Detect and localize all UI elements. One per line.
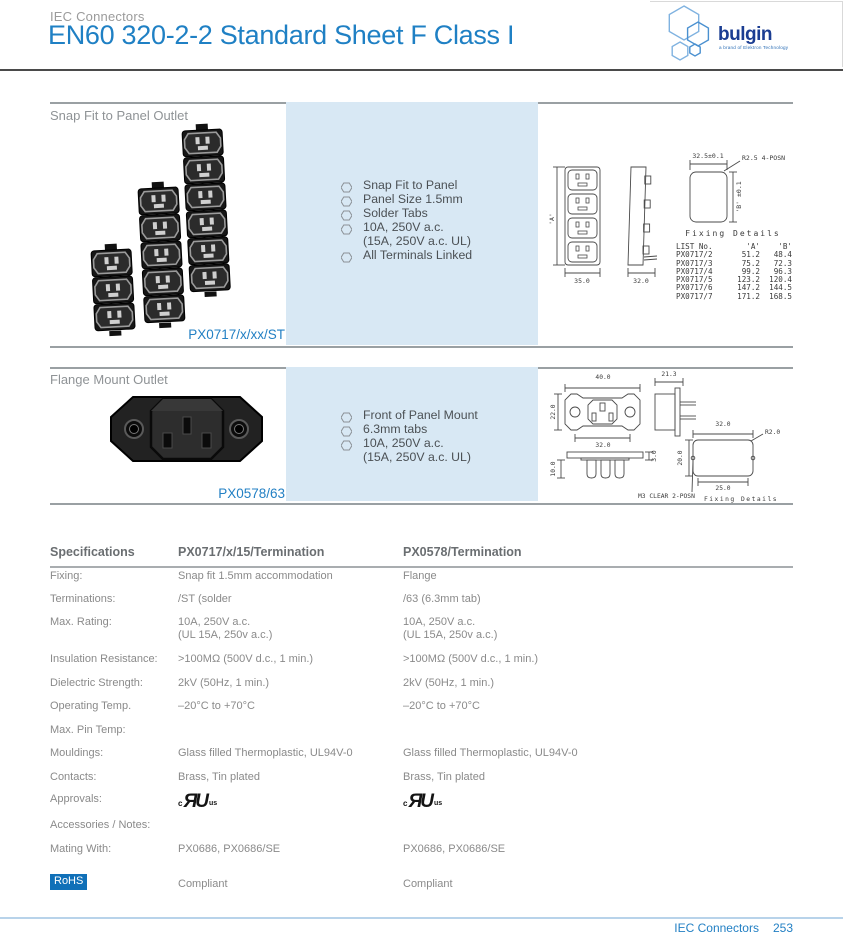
spec-value: –20°C to +70°C bbox=[403, 700, 480, 712]
ul-recognized-mark-icon: c ЯU us bbox=[403, 791, 443, 812]
page-title: EN60 320-2-2 Standard Sheet F Class I bbox=[48, 20, 515, 50]
dim-label-3-0: 3.0 bbox=[651, 450, 658, 462]
table-cell: PX0717/3 bbox=[676, 258, 713, 268]
spec-label: Contacts: bbox=[50, 771, 97, 783]
spec-value: 2kV (50Hz, 1 min.) bbox=[403, 677, 495, 689]
dim-label-fix-32: 32.0 bbox=[715, 421, 731, 428]
section-divider bbox=[50, 503, 793, 505]
hexagon-bullet-icon bbox=[341, 208, 352, 219]
spec-value bbox=[403, 793, 633, 810]
dim-label-A: 'A' bbox=[548, 213, 556, 225]
feature-text: 6.3mm tabs bbox=[363, 422, 428, 436]
dim-label-35: 35.0 bbox=[574, 277, 590, 285]
brand-tagline: a brand of Elektron Technology bbox=[719, 45, 789, 50]
feature-item bbox=[341, 206, 472, 220]
dim-label-25-0: 25.0 bbox=[715, 485, 731, 492]
spec-value bbox=[178, 793, 398, 810]
hexagon-logo-icon bbox=[650, 2, 716, 66]
feature-item bbox=[341, 178, 472, 192]
spec-label: Fixing: bbox=[50, 570, 83, 582]
footer-divider bbox=[0, 917, 843, 919]
feature-item bbox=[341, 248, 472, 262]
feature-item bbox=[341, 192, 472, 206]
table-cell: PX0717/6 bbox=[676, 283, 713, 293]
dim-label-32: 32.0 bbox=[633, 277, 649, 285]
spec-value: Brass, Tin plated bbox=[403, 771, 485, 783]
technical-drawing-flange bbox=[543, 368, 793, 504]
spec-label: Mating With: bbox=[50, 843, 112, 855]
table-cell: 51.2 bbox=[741, 250, 760, 260]
dim-label-22: 22.0 bbox=[550, 404, 557, 420]
feature-text: All Terminals Linked bbox=[363, 248, 473, 262]
hexagon-bullet-icon bbox=[341, 410, 352, 421]
dimension-drawing-flange bbox=[543, 368, 793, 504]
spec-label: Insulation Resistance: bbox=[50, 653, 158, 665]
footer bbox=[674, 921, 793, 935]
product-photo-snap-fit-outlets bbox=[58, 118, 286, 340]
feature-text: (15A, 250V a.c. UL) bbox=[363, 234, 471, 248]
rohs-badge: RoHS bbox=[50, 874, 87, 890]
feature-item bbox=[341, 408, 478, 422]
brand-name: bulgin bbox=[718, 24, 772, 45]
part-number-flange: PX0578/63 bbox=[218, 486, 285, 501]
fixing-details-table bbox=[676, 243, 792, 301]
spec-value: Brass, Tin plated bbox=[178, 771, 260, 783]
rohs-badge-wrap bbox=[50, 874, 176, 890]
fixing-details-caption: Fixing Details bbox=[685, 229, 781, 238]
spec-label: Max. Rating: bbox=[50, 616, 112, 628]
spec-label: Accessories / Notes: bbox=[50, 819, 151, 831]
spec-label: Terminations: bbox=[50, 593, 116, 605]
table-cell: 96.3 bbox=[773, 266, 792, 276]
feature-text: Solder Tabs bbox=[363, 206, 428, 220]
feature-item bbox=[341, 436, 478, 450]
spec-value: –20°C to +70°C bbox=[178, 700, 255, 712]
footer-section-name: IEC Connectors bbox=[674, 921, 759, 935]
feature-text: (15A, 250V a.c. UL) bbox=[363, 450, 471, 464]
spec-header-divider bbox=[50, 566, 793, 568]
table-cell: 72.3 bbox=[773, 258, 792, 268]
spec-value: Snap fit 1.5mm accommodation bbox=[178, 570, 333, 582]
dim-label-21-3: 21.3 bbox=[661, 371, 677, 378]
spec-value: Compliant bbox=[403, 878, 453, 890]
list-header: LIST No. bbox=[676, 242, 713, 251]
hexagon-bullet-icon bbox=[341, 222, 352, 233]
section-divider bbox=[50, 346, 793, 348]
note-m3-clear: M3 CLEAR 2-POSN bbox=[638, 493, 695, 500]
spec-value: 10A, 250V a.c. (UL 15A, 250v a.c.) bbox=[403, 616, 498, 641]
hexagon-bullet-icon bbox=[341, 194, 352, 205]
dim-label-fix-width: 32.5±0.1 bbox=[692, 152, 724, 160]
spec-value: 10A, 250V a.c. (UL 15A, 250v a.c.) bbox=[178, 616, 273, 641]
dim-label-32-pitch: 32.0 bbox=[595, 442, 611, 449]
spec-value: Glass filled Thermoplastic, UL94V-0 bbox=[403, 747, 578, 759]
dim-label-B: 'B' ±0.1 bbox=[735, 181, 743, 213]
section-heading: Flange Mount Outlet bbox=[50, 372, 168, 387]
feature-text: Panel Size 1.5mm bbox=[363, 192, 463, 206]
spec-value: >100MΩ (500V d.c., 1 min.) bbox=[403, 653, 539, 665]
category-eyebrow: IEC Connectors bbox=[50, 9, 145, 24]
dim-label-radius: R2.5 4-POSN bbox=[742, 154, 786, 162]
feature-text: Front of Panel Mount bbox=[363, 408, 478, 422]
spec-label: Max. Pin Temp: bbox=[50, 724, 126, 736]
footer-page-number: 253 bbox=[772, 921, 793, 935]
spec-col-header: Specifications bbox=[50, 545, 135, 559]
feature-item-continuation bbox=[341, 450, 478, 464]
spec-value: >100MΩ (500V d.c., 1 min.) bbox=[178, 653, 314, 665]
dim-label-10-0: 10.0 bbox=[550, 461, 557, 477]
part-number-snap-fit: PX0717/x/xx/ST bbox=[188, 327, 285, 342]
section-heading: Snap Fit to Panel Outlet bbox=[50, 108, 189, 123]
dim-label-40: 40.0 bbox=[595, 374, 611, 381]
spec-value: PX0686, PX0686/SE bbox=[178, 843, 281, 855]
spec-label: Approvals: bbox=[50, 793, 102, 805]
fixing-details-caption: Fixing Details bbox=[703, 496, 779, 503]
table-cell: 123.2 bbox=[737, 275, 760, 285]
table-cell: 120.4 bbox=[769, 275, 792, 285]
dim-label-r2: R2.0 bbox=[765, 429, 781, 436]
spec-value: Compliant bbox=[178, 878, 228, 890]
spec-value: 2kV (50Hz, 1 min.) bbox=[178, 677, 270, 689]
table-cell: PX0717/7 bbox=[676, 291, 713, 301]
spec-col-header: PX0578/Termination bbox=[403, 545, 522, 559]
hexagon-bullet-icon bbox=[341, 438, 352, 449]
table-cell: 144.5 bbox=[769, 283, 792, 293]
table-cell: PX0717/2 bbox=[676, 250, 713, 260]
technical-drawing-snap-fit bbox=[543, 112, 793, 345]
table-cell: 99.2 bbox=[741, 266, 760, 276]
spec-value: Glass filled Thermoplastic, UL94V-0 bbox=[178, 747, 353, 759]
spec-col-header: PX0717/x/15/Termination bbox=[178, 545, 325, 559]
spec-value: Flange bbox=[403, 570, 437, 582]
header-divider bbox=[0, 69, 843, 71]
product-photo-flange-outlet bbox=[103, 387, 271, 483]
ul-recognized-mark-icon: c ЯU us bbox=[178, 791, 218, 812]
list-header: 'B' bbox=[778, 242, 792, 251]
feature-text: 10A, 250V a.c. bbox=[363, 436, 444, 450]
table-cell: 171.2 bbox=[737, 291, 760, 301]
feature-item-continuation bbox=[341, 234, 472, 248]
brand-logo bbox=[650, 1, 843, 67]
feature-item bbox=[341, 220, 472, 234]
table-cell: 147.2 bbox=[737, 283, 760, 293]
spec-label: Operating Temp. bbox=[50, 700, 132, 712]
table-cell: PX0717/5 bbox=[676, 275, 713, 285]
feature-text: 10A, 250V a.c. bbox=[363, 220, 444, 234]
spec-label: Dielectric Strength: bbox=[50, 677, 143, 689]
feature-item bbox=[341, 422, 478, 436]
table-cell: 75.2 bbox=[741, 258, 760, 268]
spec-label: Mouldings: bbox=[50, 747, 104, 759]
list-header: 'A' bbox=[746, 242, 760, 251]
table-cell: PX0717/4 bbox=[676, 266, 713, 276]
feature-list-flange bbox=[341, 408, 478, 464]
hexagon-bullet-icon bbox=[341, 250, 352, 261]
feature-list-snap-fit bbox=[341, 178, 472, 262]
feature-text: Snap Fit to Panel bbox=[363, 178, 458, 192]
spec-value: PX0686, PX0686/SE bbox=[403, 843, 506, 855]
spec-value: /ST (solder bbox=[178, 593, 232, 605]
spec-value: /63 (6.3mm tab) bbox=[403, 593, 481, 605]
table-cell: 48.4 bbox=[773, 250, 792, 260]
hexagon-bullet-icon bbox=[341, 180, 352, 191]
hexagon-bullet-icon bbox=[341, 424, 352, 435]
table-cell: 168.5 bbox=[769, 291, 792, 301]
dim-label-20-0: 20.0 bbox=[677, 450, 684, 466]
